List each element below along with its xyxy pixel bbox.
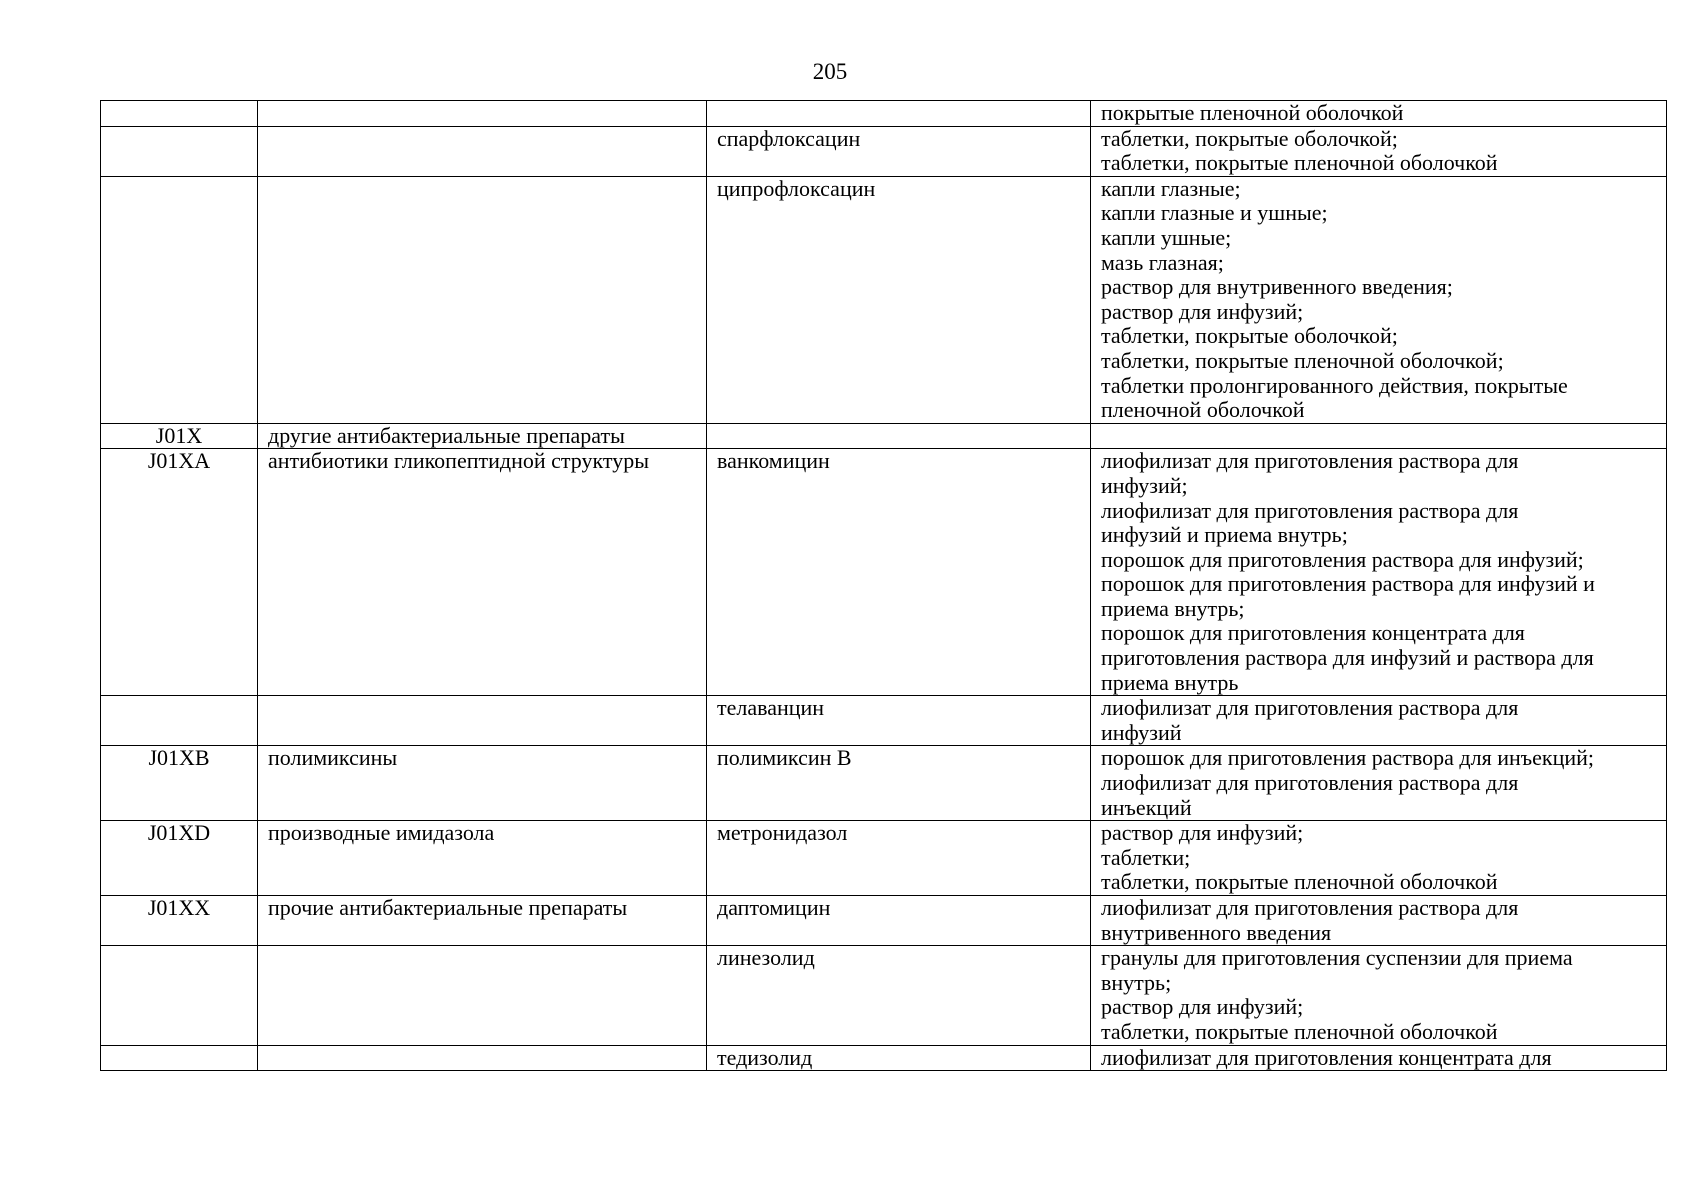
drug-name-cell: линезолид	[707, 946, 1091, 1045]
dosage-form-line: таблетки пролонгированного действия, покрытые	[1101, 372, 1568, 398]
dosage-form-line: лиофилизат для приготовления раствора для	[1101, 497, 1519, 523]
dosage-forms-cell	[1091, 423, 1667, 449]
dosage-form-line: приготовления раствора для инфузий и раствора для	[1101, 645, 1594, 671]
table-row	[101, 176, 1667, 423]
dosage-form-line: капли глазные;	[1101, 175, 1241, 201]
drug-name-cell: ципрофлоксацин	[707, 176, 1091, 423]
table-row	[101, 696, 1667, 746]
atc-code-cell	[101, 176, 258, 423]
pharmacological-group-cell: производные имидазола	[258, 821, 707, 896]
dosage-forms-cell	[1091, 101, 1667, 127]
dosage-forms-cell	[1091, 176, 1667, 423]
dosage-form-line: таблетки, покрытые оболочкой;	[1101, 125, 1398, 151]
dosage-form-line: инфузий и приема внутрь;	[1101, 522, 1348, 548]
pharmacological-group-cell	[258, 1045, 707, 1071]
pharmacological-group-cell	[258, 176, 707, 423]
drug-name-cell: ванкомицин	[707, 449, 1091, 696]
table-row	[101, 423, 1667, 449]
dosage-form-line: приема внутрь;	[1101, 595, 1245, 621]
dosage-form-line: порошок для приготовления концентрата для	[1101, 620, 1525, 646]
dosage-forms-cell	[1091, 821, 1667, 896]
dosage-form-line: мазь глазная;	[1101, 249, 1224, 275]
atc-code-cell	[101, 696, 258, 746]
pharmacological-group-cell: полимиксины	[258, 746, 707, 821]
atc-code-cell: J01XX	[101, 896, 258, 946]
drug-name-cell	[707, 423, 1091, 449]
atc-code-cell: J01XD	[101, 821, 258, 896]
dosage-forms-cell	[1091, 746, 1667, 821]
dosage-forms-cell	[1091, 896, 1667, 946]
atc-code-cell	[101, 946, 258, 1045]
dosage-form-line: таблетки, покрытые пленочной оболочкой	[1101, 150, 1498, 176]
pharmacological-group-cell: антибиотики гликопептидной структуры	[258, 449, 707, 696]
atc-code-cell: J01X	[101, 423, 258, 449]
atc-code-cell	[101, 126, 258, 176]
pharmacological-group-cell	[258, 101, 707, 127]
dosage-forms-cell	[1091, 449, 1667, 696]
dosage-form-line: таблетки, покрытые пленочной оболочкой	[1101, 1018, 1498, 1044]
table-row	[101, 101, 1667, 127]
table-row	[101, 896, 1667, 946]
atc-code-cell	[101, 1045, 258, 1071]
dosage-form-line: раствор для инфузий;	[1101, 298, 1304, 324]
dosage-form-line: внутривенного введения	[1101, 919, 1332, 945]
dosage-form-line: пленочной оболочкой	[1101, 397, 1305, 423]
dosage-forms-cell	[1091, 126, 1667, 176]
dosage-forms-cell	[1091, 696, 1667, 746]
dosage-form-line: порошок для приготовления раствора для инъекций;	[1101, 745, 1595, 771]
dosage-form-line: раствор для внутривенного введения;	[1101, 274, 1453, 300]
dosage-form-line: лиофилизат для приготовления раствора для	[1101, 695, 1519, 721]
pharmacological-group-cell: прочие антибактериальные препараты	[258, 896, 707, 946]
dosage-form-line: лиофилизат для приготовления раствора для	[1101, 895, 1519, 920]
dosage-form-line: инфузий;	[1101, 472, 1188, 498]
pharmacological-group-cell	[258, 126, 707, 176]
dosage-form-line: капли глазные и ушные;	[1101, 200, 1328, 226]
pharmacological-group-cell: другие антибактериальные препараты	[258, 423, 707, 449]
atc-code-cell: J01XA	[101, 449, 258, 696]
table-row	[101, 449, 1667, 696]
table-body	[101, 101, 1667, 1071]
page-number: 205	[812, 59, 848, 84]
atc-code-cell	[101, 101, 258, 127]
drug-name-cell: метронидазол	[707, 821, 1091, 896]
dosage-form-line: приема внутрь	[1101, 669, 1239, 695]
medication-table	[100, 100, 1667, 1071]
dosage-forms-cell	[1091, 946, 1667, 1045]
table-row	[101, 946, 1667, 1045]
table-row	[101, 126, 1667, 176]
dosage-form-line: капли ушные;	[1101, 224, 1232, 250]
dosage-form-line: таблетки, покрытые оболочкой;	[1101, 323, 1398, 349]
drug-name-cell: спарфлоксацин	[707, 126, 1091, 176]
dosage-forms-cell	[1091, 1045, 1667, 1071]
table-row	[101, 821, 1667, 896]
pharmacological-group-cell	[258, 696, 707, 746]
dosage-form-line: таблетки, покрытые пленочной оболочкой	[1101, 869, 1498, 895]
dosage-form-line: таблетки;	[1101, 844, 1191, 870]
drug-name-cell: телаванцин	[707, 696, 1091, 746]
pharmacological-group-cell	[258, 946, 707, 1045]
dosage-form-line: таблетки, покрытые пленочной оболочкой;	[1101, 347, 1504, 373]
drug-name-cell: полимиксин В	[707, 746, 1091, 821]
dosage-form-line: порошок для приготовления раствора для инфузий и	[1101, 571, 1595, 597]
dosage-form-line: инъекций	[1101, 794, 1192, 820]
drug-name-cell	[707, 101, 1091, 127]
dosage-form-line: порошок для приготовления раствора для инфузий;	[1101, 546, 1584, 572]
table-row	[101, 1045, 1667, 1071]
dosage-form-line: инфузий	[1101, 719, 1182, 745]
dosage-form-line: лиофилизат для приготовления раствора для	[1101, 770, 1519, 796]
dosage-form-line: лиофилизат для приготовления раствора для	[1101, 448, 1519, 474]
dosage-form-line: покрытые пленочной оболочкой	[1101, 100, 1404, 125]
atc-code-cell: J01XB	[101, 746, 258, 821]
table-row	[101, 746, 1667, 821]
dosage-form-line: внутрь;	[1101, 969, 1172, 995]
dosage-form-line: гранулы для приготовления суспензии для приема	[1101, 945, 1573, 971]
dosage-form-line: лиофилизат для приготовления концентрата для	[1101, 1044, 1552, 1070]
dosage-form-line: раствор для инфузий;	[1101, 994, 1304, 1020]
drug-name-cell: тедизолид	[707, 1045, 1091, 1071]
drug-name-cell: даптомицин	[707, 896, 1091, 946]
dosage-form-line: раствор для инфузий;	[1101, 820, 1304, 846]
